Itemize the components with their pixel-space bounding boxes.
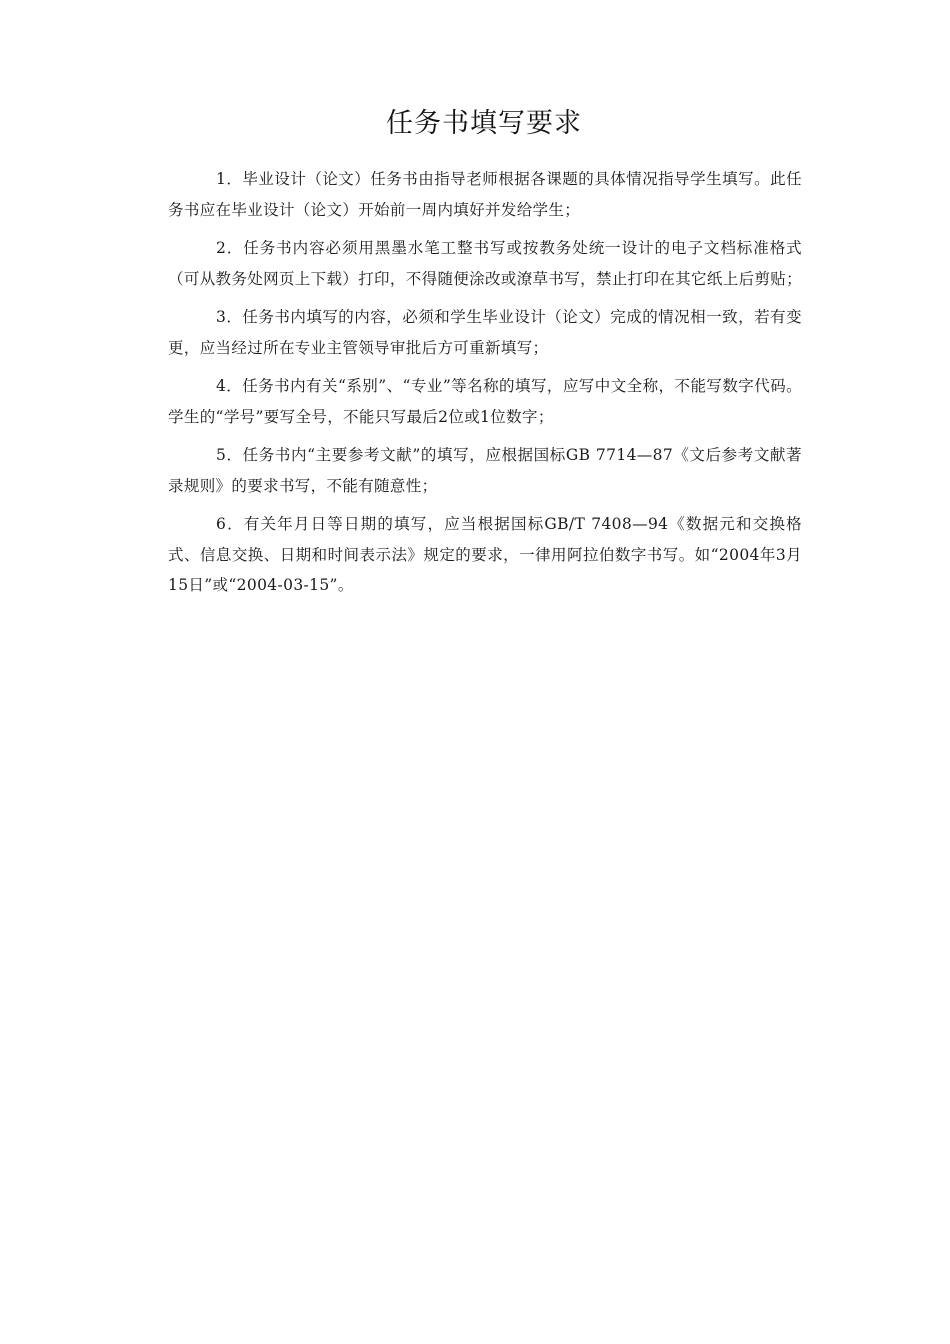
requirement-item-3: 3．任务书内填写的内容，必须和学生毕业设计（论文）完成的情况相一致，若有变更，应当经过所在专业主管领导审批后方可重新填写； — [168, 308, 802, 357]
page-title: 任务书填写要求 — [386, 108, 582, 139]
requirements-list — [168, 164, 802, 609]
requirement-item-2: 2．任务书内容必须用黑墨水笔工整书写或按教务处统一设计的电子文档标准格式（可从教务处网页上下载）打印，不得随便涂改或潦草书写，禁止打印在其它纸上后剪贴； — [168, 239, 803, 288]
requirement-item-6: 6．有关年月日等日期的填写，应当根据国标GB/T 7408—94《数据元和交换格式、信息交换、日期和时间表示法》规定的要求，一律用阿拉伯数字书写。如“2004年3月15日”或“2004-03-15”。 — [168, 515, 802, 594]
requirement-item-1: 1．毕业设计（论文）任务书由指导老师根据各课题的具体情况指导学生填写。此任务书应在毕业设计（论文）开始前一周内填好并发给学生； — [168, 170, 802, 219]
requirement-item-5: 5．任务书内“主要参考文献”的填写，应根据国标GB 7714—87《文后参考文献著录规则》的要求书写，不能有随意性； — [168, 446, 802, 495]
requirement-item-4: 4．任务书内有关“系别”、“专业”等名称的填写，应写中文全称，不能写数字代码。学生的“学号”要写全号，不能只写最后2位或1位数字； — [168, 377, 802, 426]
